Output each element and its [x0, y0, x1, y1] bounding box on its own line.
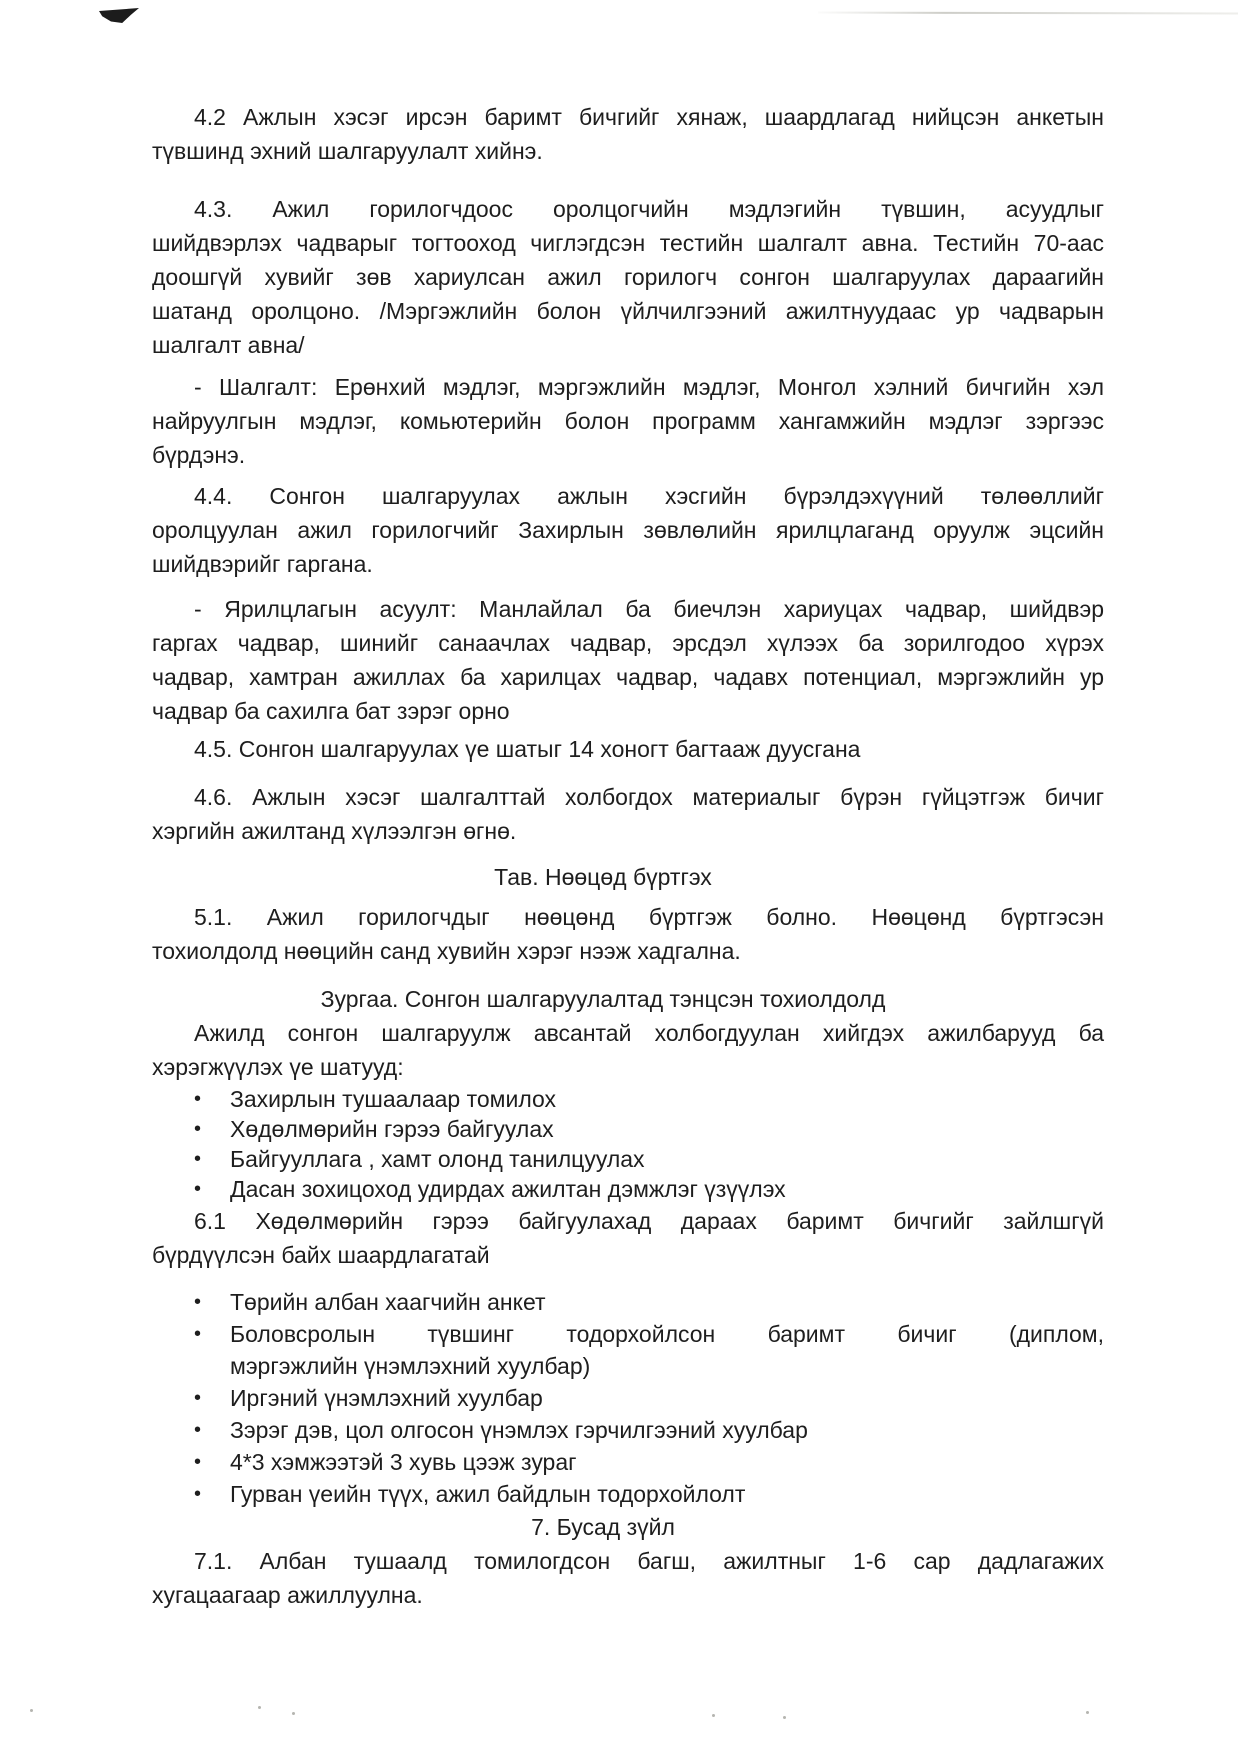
text-line: бүрдүүлсэн байх шаардлагатай	[152, 1242, 490, 1268]
paragraph-4-3	[152, 192, 1104, 362]
paragraph-exam-list	[152, 370, 1104, 472]
text-line: тохиолдолд нөөцийн санд хувийн хэрэг нээж хадгална.	[152, 938, 741, 964]
text-line: 7.1. Албан тушаалд томилогдсон багш, ажилтныг 1-6 сар дадлагажих	[194, 1548, 1104, 1574]
paragraph-six-intro	[152, 1016, 1104, 1084]
paragraph-4-2	[152, 100, 1104, 168]
scan-speck	[258, 1706, 261, 1709]
text-line: түвшинд эхний шалгаруулалт хийнэ.	[152, 138, 543, 164]
text-line: 5.1. Ажил горилогчдыг нөөцөнд бүртгэж болно. Нөөцөнд бүртгэсэн	[194, 904, 1104, 930]
text-line: чадвар ба сахилга бат зэрэг орно	[152, 698, 510, 724]
text-line: Ажилд сонгон шалгаруулж авсантай холбогдуулан хийгдэх ажилбарууд ба	[194, 1020, 1104, 1046]
document-content	[152, 100, 1104, 1612]
paragraph-4-5	[152, 732, 1104, 766]
paragraph-interview-questions	[152, 592, 1104, 728]
text-line: 6.1 Хөдөлмөрийн гэрээ байгуулахад дараах баримт бичгийг зайлшгүй	[194, 1208, 1104, 1234]
text-line: - Ярилцлагын асуулт: Манлайлал ба биечлэн хариуцах чадвар, шийдвэр	[194, 596, 1104, 622]
text-line: • Байгууллага , хамт олонд танилцуулах	[230, 1146, 645, 1172]
list-item	[152, 1414, 1104, 1446]
text-line: доошгүй хувийг зөв хариулсан ажил горилогч сонгон шалгаруулах дараагийн	[152, 264, 1104, 290]
list-item	[152, 1318, 1104, 1382]
scan-speck	[292, 1712, 295, 1715]
text-line: мэргэжлийн үнэмлэхний хуулбар)	[230, 1353, 591, 1379]
text-line: • Дасан зохицоход удирдах ажилтан дэмжлэг үзүүлэх	[230, 1176, 786, 1202]
list-item	[152, 1084, 1104, 1114]
text-line: • Гурван үеийн түүх, ажил байдлын тодорхойлолт	[230, 1481, 746, 1507]
scan-speck	[712, 1714, 715, 1717]
scan-speck	[1086, 1711, 1089, 1714]
text-line: шатанд оролцоно. /Мэргэжлийн болон үйлчилгээний ажилтнуудаас ур чадварын	[152, 298, 1104, 324]
text-line: гаргах чадвар, шинийг санаачлах чадвар, эрсдэл хүлээх ба зорилгодоо хүрэх	[152, 630, 1104, 656]
required-documents-list	[152, 1286, 1104, 1510]
scan-speck	[30, 1709, 33, 1712]
section-heading-six: Зургаа. Сонгон шалгаруулалтад тэнцсэн тохиолдолд	[320, 986, 886, 1012]
list-item	[152, 1286, 1104, 1318]
text-line: • Захирлын тушаалаар томилох	[230, 1086, 557, 1112]
text-line: шалгалт авна/	[152, 332, 305, 358]
scan-ink-mark	[99, 8, 139, 23]
text-line: - Шалгалт: Ерөнхий мэдлэг, мэргэжлийн мэдлэг, Монгол хэлний бичгийн хэл	[194, 374, 1104, 400]
section-heading-five: Тав. Нөөцөд бүртгэх	[494, 864, 712, 890]
list-item	[152, 1478, 1104, 1510]
text-line: 4.5. Сонгон шалгаруулах үе шатыг 14 хоногт багтааж дуусгана	[194, 736, 861, 762]
paragraph-6-1	[152, 1204, 1104, 1272]
list-item	[152, 1446, 1104, 1478]
text-line: 4.4. Сонгон шалгаруулах ажлын хэсгийн бүрэлдэхүүний төлөөллийг	[194, 483, 1104, 509]
text-line: 4.3. Ажил горилогчдоос оролцогчийн мэдлэгийн түвшин, асуудлыг	[194, 196, 1104, 222]
section-heading-seven: 7. Бусад зүйл	[531, 1514, 675, 1540]
list-item	[152, 1382, 1104, 1414]
appointment-steps-list	[152, 1084, 1104, 1204]
list-item	[152, 1144, 1104, 1174]
text-line: • Төрийн албан хаагчийн анкет	[230, 1289, 546, 1315]
paragraph-5-1	[152, 900, 1104, 968]
paragraph-4-4	[152, 479, 1104, 581]
text-line: • Боловсролын түвшинг тодорхойлсон баримт бичиг (диплом,	[230, 1321, 1104, 1347]
text-line: • 4*3 хэмжээтэй 3 хувь цээж зураг	[230, 1449, 577, 1475]
text-line: оролцуулан ажил горилогчийг Захирлын зөвлөлийн ярилцлаганд оруулж эцсийн	[152, 517, 1104, 543]
text-line: хугацаагаар ажиллуулна.	[152, 1582, 423, 1608]
paragraph-7-1	[152, 1544, 1104, 1612]
text-line: хэрэгжүүлэх үе шатууд:	[152, 1054, 404, 1080]
text-line: хэргийн ажилтанд хүлээлгэн өгнө.	[152, 818, 517, 844]
text-line: 4.6. Ажлын хэсэг шалгалттай холбогдох материалыг бүрэн гүйцэтгэж бичиг	[194, 784, 1104, 810]
scan-edge-line	[818, 12, 1238, 15]
text-line: найруулгын мэдлэг, комьютерийн болон программ хангамжийн мэдлэг зэргээс	[152, 408, 1104, 434]
list-item	[152, 1174, 1104, 1204]
text-line: 4.2 Ажлын хэсэг ирсэн баримт бичгийг хянаж, шаардлагад нийцсэн анкетын	[194, 104, 1104, 130]
text-line: • Иргэний үнэмлэхний хуулбар	[230, 1385, 543, 1411]
text-line: чадвар, хамтран ажиллах ба харилцах чадвар, чадавх потенциал, мэргэжлийн ур	[152, 664, 1104, 690]
text-line: шийдвэрийг гаргана.	[152, 551, 373, 577]
text-line: бүрдэнэ.	[152, 442, 246, 468]
paragraph-4-6	[152, 780, 1104, 848]
text-line: шийдвэрлэх чадварыг тогтооход чиглэгдсэн тестийн шалгалт авна. Тестийн 70-аас	[152, 230, 1104, 256]
text-line: • Хөдөлмөрийн гэрээ байгуулах	[230, 1116, 554, 1142]
list-item	[152, 1114, 1104, 1144]
text-line: • Зэрэг дэв, цол олгосон үнэмлэх гэрчилгээний хуулбар	[230, 1417, 808, 1443]
scan-speck	[783, 1716, 786, 1719]
